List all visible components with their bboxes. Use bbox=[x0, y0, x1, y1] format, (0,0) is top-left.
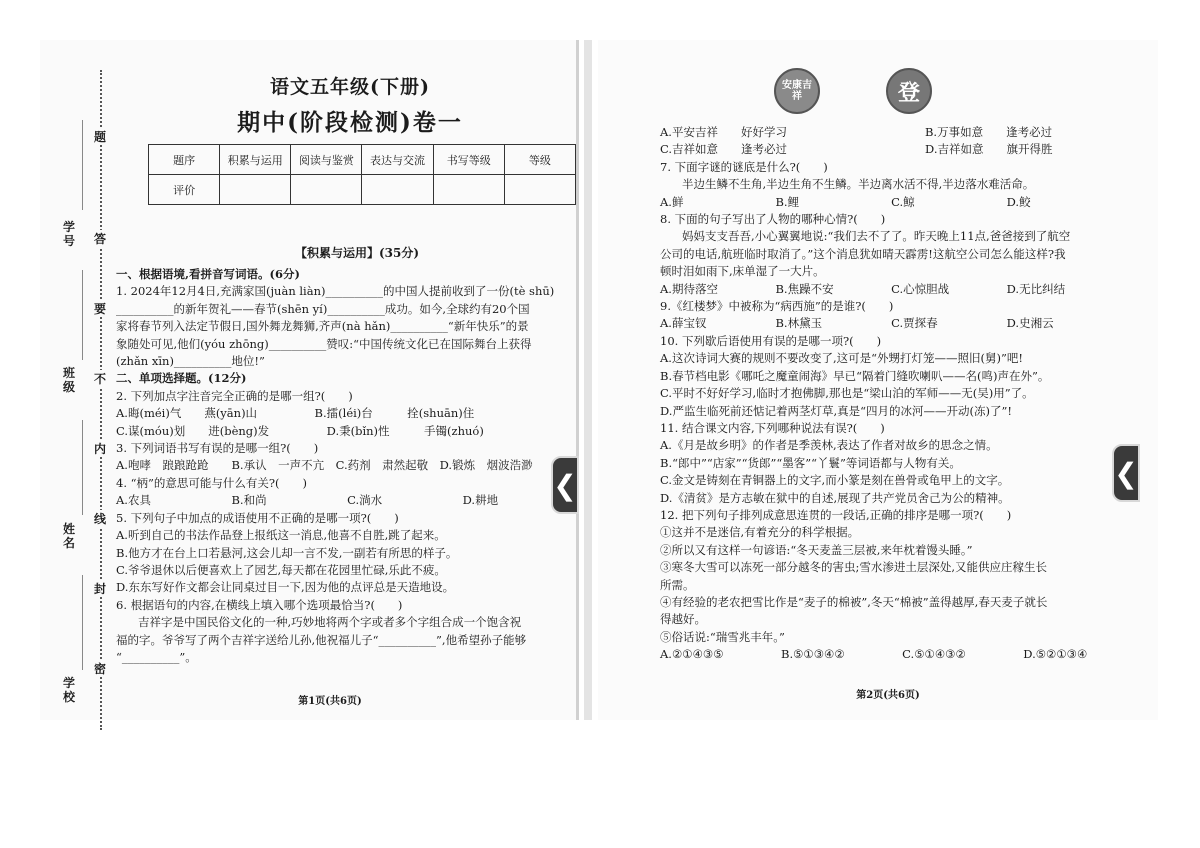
question-line: 12. 把下列句子排列成意思连贯的一段话,正确的排序是哪一项?( ) bbox=[660, 507, 1012, 522]
student-id-label: 学号 bbox=[62, 220, 75, 248]
question-line: ①这并不是迷信,有着充分的科学根据。 bbox=[660, 525, 860, 540]
score-header: 书写等级 bbox=[433, 145, 504, 175]
score-cell[interactable] bbox=[291, 175, 362, 205]
question-line: “__________”。 bbox=[116, 649, 197, 664]
name-label: 姓名 bbox=[62, 522, 75, 550]
question-line: 5. 下列句子中加点的成语使用不正确的是哪一项?( ) bbox=[116, 510, 399, 525]
question-line: 1. 2024年12月4日,充满家国(juàn liàn)__________的中国人提前收到了一份(tè shū) bbox=[116, 284, 555, 299]
question-line: ⑤俗话说:“瑞雪兆丰年。” bbox=[660, 629, 785, 644]
exam-page-1 bbox=[40, 40, 576, 720]
score-header: 积累与运用 bbox=[220, 145, 291, 175]
binding-char: 内 bbox=[90, 440, 110, 457]
score-header: 阅读与鉴赏 bbox=[291, 145, 362, 175]
score-cell[interactable] bbox=[504, 175, 575, 205]
question-line: 7. 下面字谜的谜底是什么?( ) bbox=[660, 159, 828, 174]
question-line: (zhǎn xīn)__________地位!” bbox=[116, 354, 265, 369]
question-line: 顿时泪如雨下,床单湿了一大片。 bbox=[660, 264, 825, 279]
question-line: 得越好。 bbox=[660, 612, 706, 627]
question-line: 吉祥字是中国民俗文化的一种,巧妙地将两个字或者多个字组合成一个饱含祝 bbox=[138, 615, 522, 630]
student-id-line[interactable] bbox=[82, 120, 83, 210]
chevron-left-icon: ❮ bbox=[553, 468, 577, 502]
question-line: 公司的电话,航班临时取消了。”这个消息犹如晴天霹雳!这航空公司怎么能这样?我 bbox=[660, 246, 1066, 261]
chevron-left-icon: ❮ bbox=[1114, 456, 1138, 490]
question-line: 10. 下列歇后语使用有误的是哪一项?( ) bbox=[660, 333, 882, 348]
question-line: A.这次诗词大赛的规则不要改变了,这可是“外甥打灯笼——照旧(舅)”吧! bbox=[660, 351, 1023, 366]
question-line: C.平时不好好学习,临时才抱佛脚,那也是“梁山泊的军师——无(吴)用”了。 bbox=[660, 386, 1034, 401]
question-line: B.“郎中”“店家”“货郎”“墨客”“丫鬟”等词语都与人物有关。 bbox=[660, 455, 961, 470]
binding-char: 密 bbox=[90, 660, 110, 677]
question-line: A.咆哮 踉踉跄跄 B.承认 一声不亢 C.药剂 肃然起敬 D.锻炼 烟波浩渺 bbox=[116, 458, 533, 473]
binding-char: 线 bbox=[90, 510, 110, 527]
score-cell[interactable] bbox=[433, 175, 504, 205]
question-line: D.东东写好作文都会让同桌过目一下,因为他的点评总是天造地设。 bbox=[116, 580, 455, 595]
question-line: A.平安吉祥 好好学习 B.万事如意 逢考必过 bbox=[660, 125, 1053, 139]
exam-title: 语文五年级(下册) bbox=[270, 76, 430, 98]
score-header: 表达与交流 bbox=[362, 145, 433, 175]
binding-margin bbox=[52, 70, 122, 730]
question-line: 3. 下列词语书写有误的是哪一组?( ) bbox=[116, 441, 319, 456]
section-heading: 【积累与运用】(35分) bbox=[294, 246, 420, 260]
score-table-header-row bbox=[149, 145, 576, 175]
binding-dotted-line bbox=[100, 70, 102, 730]
prev-page-tab-right[interactable] bbox=[1112, 444, 1140, 502]
page-seam bbox=[576, 40, 579, 720]
score-table-row bbox=[149, 175, 576, 205]
question-line: A.晦(méi)气 燕(yān)山 B.擂(léi)台 拴(shuān)住 bbox=[116, 406, 475, 421]
prev-page-tab[interactable] bbox=[551, 456, 579, 514]
question-line: C.吉祥如意 逢考必过 D.吉祥如意 旗开得胜 bbox=[660, 142, 1053, 157]
page-1-questions bbox=[116, 266, 564, 666]
question-line: C.谋(móu)划 进(bèng)发 D.秉(bǐn)性 手镯(zhuó) bbox=[116, 423, 484, 438]
question-line: A.农具 B.和尚 C.淌水 D.耕地 bbox=[116, 493, 499, 508]
question-line: A.期待落空 B.焦躁不安 C.心惊胆战 D.无比纠结 bbox=[660, 281, 1066, 296]
question-line: 4. “柄”的意思可能与什么有关?( ) bbox=[116, 475, 308, 490]
question-line: C.金文是铸刻在青铜器上的文字,而小篆是刻在兽骨或龟甲上的文字。 bbox=[660, 473, 1010, 488]
score-row-label: 评价 bbox=[149, 175, 220, 205]
question-line: A.鲜 B.鲤 C.鲸 D.鲛 bbox=[660, 194, 1031, 209]
question-line: A.②①④③⑤ B.⑤①③④② C.⑤①④③② D.⑤②①③④ bbox=[660, 647, 1088, 662]
score-table bbox=[148, 144, 576, 205]
binding-char: 不 bbox=[90, 370, 110, 387]
name-line[interactable] bbox=[82, 420, 83, 515]
binding-char: 答 bbox=[90, 230, 110, 247]
question-line: __________的新年贺礼——春节(shēn yí)__________成功。如今,全球约有20个国 bbox=[116, 301, 530, 316]
question-line: 所需。 bbox=[660, 577, 695, 592]
question-line: 妈妈支支吾吾,小心翼翼地说:“我们去不了了。昨天晚上11点,爸爸接到了航空 bbox=[682, 229, 1071, 244]
question-line: 一、根据语境,看拼音写词语。(6分) bbox=[116, 267, 300, 281]
school-line[interactable] bbox=[82, 575, 83, 670]
question-line: 9.《红楼梦》中被称为“病西施”的是谁?( ) bbox=[660, 299, 894, 314]
binding-char: 题 bbox=[90, 128, 110, 145]
binding-char: 封 bbox=[90, 580, 110, 597]
question-line: B.他方才在台上口若悬河,这会儿却一言不发,一副若有所思的样子。 bbox=[116, 545, 458, 560]
question-line: 2. 下列加点字注音完全正确的是哪一组?( ) bbox=[116, 388, 353, 403]
page-gutter bbox=[584, 40, 592, 720]
binding-char: 要 bbox=[90, 300, 110, 317]
question-line: 福的字。爷爷写了两个吉祥字送给儿孙,他祝福儿子“__________”,他希望孙子能够 bbox=[116, 632, 527, 647]
exam-page-2 bbox=[598, 40, 1158, 720]
question-line: 6. 根据语句的内容,在横线上填入哪个选项最恰当?( ) bbox=[116, 597, 403, 612]
question-line: ④有经验的老农把雪比作是“麦子的棉被”,冬天“棉被”盖得越厚,春天麦子就长 bbox=[660, 594, 1048, 609]
question-line: 半边生鳞不生角,半边生角不生鳞。半边离水活不得,半边落水难活命。 bbox=[682, 177, 1035, 192]
question-line: 二、单项选择题。(12分) bbox=[116, 371, 247, 386]
question-line: A.听到自己的书法作品登上报纸这一消息,他喜不自胜,跳了起来。 bbox=[116, 528, 446, 543]
page-2-questions bbox=[660, 124, 1146, 664]
question-line: ③寒冬大雪可以冻死一部分越冬的害虫;雪水渗进土层深处,又能供应庄稼生长 bbox=[660, 560, 1048, 575]
page-1-footer: 第1页(共6页) bbox=[298, 696, 362, 707]
score-cell[interactable] bbox=[220, 175, 291, 205]
question-line: D.《清贫》是方志敏在狱中的自述,展现了共产党员舍己为公的精神。 bbox=[660, 490, 1010, 505]
seal-image-2: 登 bbox=[886, 68, 932, 114]
class-label: 班级 bbox=[62, 366, 75, 394]
question-line: A.薛宝钗 B.林黛玉 C.贾探春 D.史湘云 bbox=[660, 316, 1054, 331]
page-2-footer: 第2页(共6页) bbox=[856, 690, 920, 701]
score-header: 等级 bbox=[504, 145, 575, 175]
class-line[interactable] bbox=[82, 270, 83, 360]
school-label: 学校 bbox=[62, 676, 75, 704]
seal-image-1: 安康吉祥 bbox=[774, 68, 820, 114]
question-line: C.爷爷退休以后便喜欢上了园艺,每天都在花园里忙碌,乐此不疲。 bbox=[116, 562, 446, 577]
exam-subtitle: 期中(阶段检测)卷一 bbox=[237, 109, 463, 136]
question-line: ②所以又有这样一句谚语:“冬天麦盖三层被,来年枕着馒头睡。” bbox=[660, 542, 973, 557]
question-line: 家将春节列入法定节假日,国外舞龙舞狮,齐声(nà hǎn)__________“新年快乐”的景 bbox=[116, 319, 529, 334]
score-cell[interactable] bbox=[362, 175, 433, 205]
question-line: D.严监生临死前还惦记着两茎灯草,真是“四月的冰河——开动(冻)了”! bbox=[660, 403, 1012, 418]
question-line: B.春节档电影《哪吒之魔童闹海》早已“隔着门缝吹喇叭——名(鸣)声在外”。 bbox=[660, 368, 1050, 383]
question-line: 8. 下面的句子写出了人物的哪种心情?( ) bbox=[660, 212, 886, 227]
question-line: A.《月是故乡明》的作者是季羡林,表达了作者对故乡的思念之情。 bbox=[660, 438, 998, 453]
score-header: 题序 bbox=[149, 145, 220, 175]
question-line: 11. 结合课文内容,下列哪种说法有误?( ) bbox=[660, 420, 885, 435]
question-line: 象随处可见,他们(yóu zhōng)__________赞叹:“中国传统文化已在国际舞台上获得 bbox=[116, 336, 532, 351]
